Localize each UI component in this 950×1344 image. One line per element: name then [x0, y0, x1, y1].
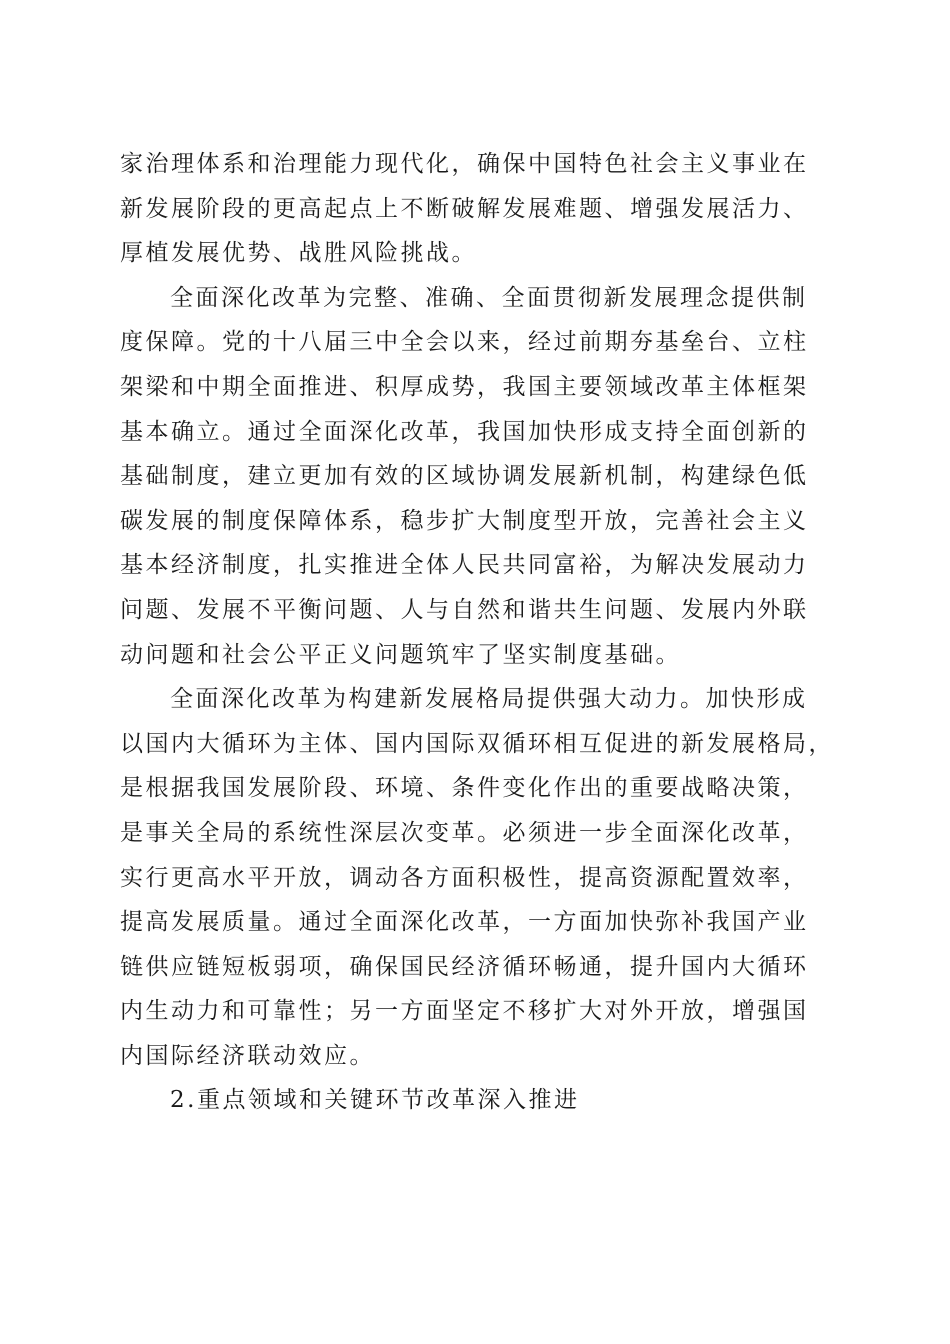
paragraph-line: 问题、发展不平衡问题、人与自然和谐共生问题、发展内外联	[120, 596, 809, 623]
paragraph-line: 以国内大循环为主体、国内国际双循环相互促进的新发展格局，	[120, 730, 834, 757]
paragraph-line: 碳发展的制度保障体系，稳步扩大制度型开放，完善社会主义	[120, 507, 809, 534]
paragraph-line: 新发展阶段的更高起点上不断破解发展难题、增强发展活力、	[120, 195, 809, 222]
paragraph-line: 内生动力和可靠性；另一方面坚定不移扩大对外开放，增强国	[120, 998, 809, 1025]
paragraph-line: 内国际经济联动效应。	[120, 1042, 375, 1069]
paragraph-line: 全面深化改革为完整、准确、全面贯彻新发展理念提供制	[170, 284, 808, 311]
paragraph-line: 家治理体系和治理能力现代化，确保中国特色社会主义事业在	[120, 151, 809, 177]
paragraph-line: 基本确立。通过全面深化改革，我国加快形成支持全面创新的	[120, 418, 809, 445]
paragraph-line: 架梁和中期全面推进、积厚成势，我国主要领域改革主体框架	[120, 373, 809, 400]
paragraph-line: 全面深化改革为构建新发展格局提供强大动力。加快形成	[170, 686, 808, 713]
section-heading: 2.重点领域和关键环节改革深入推进	[170, 1087, 580, 1114]
paragraph-line: 动问题和社会公平正义问题筑牢了坚实制度基础。	[120, 641, 681, 668]
paragraph-line: 提高发展质量。通过全面深化改革，一方面加快弥补我国产业	[120, 909, 809, 936]
paragraph-line: 是根据我国发展阶段、环境、条件变化作出的重要战略决策，	[120, 775, 809, 802]
paragraph-line: 是事关全局的系统性深层次变革。必须进一步全面深化改革，	[120, 819, 809, 846]
paragraph-line: 链供应链短板弱项，确保国民经济循环畅通，提升国内大循环	[120, 953, 809, 980]
paragraph-line: 实行更高水平开放，调动各方面积极性，提高资源配置效率，	[120, 864, 809, 891]
body-text	[120, 142, 840, 1123]
paragraph-line: 厚植发展优势、战胜风险挑战。	[120, 240, 477, 267]
paragraph-line: 基本经济制度，扎实推进全体人民共同富裕，为解决发展动力	[120, 552, 809, 579]
paragraph-line: 度保障。党的十八届三中全会以来，经过前期夯基垒台、立柱	[120, 329, 809, 356]
paragraph-line: 基础制度，建立更加有效的区域协调发展新机制，构建绿色低	[120, 463, 809, 490]
